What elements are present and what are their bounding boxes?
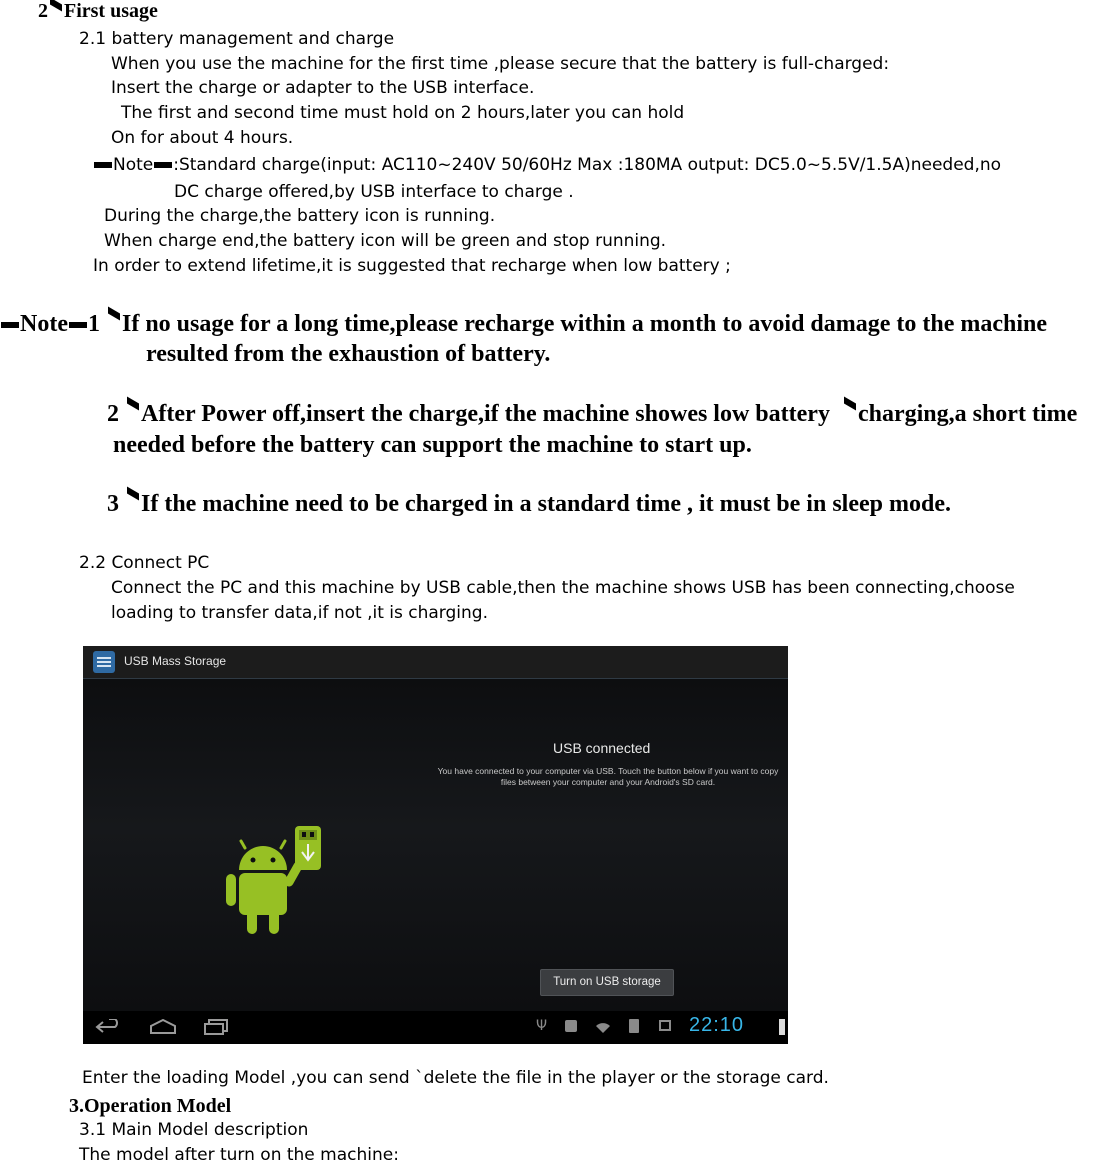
android-status-icon xyxy=(565,1020,577,1032)
tick-mark-icon xyxy=(108,307,120,321)
sub22-heading: 2.2 Connect PC xyxy=(79,553,210,573)
sd-card-icon xyxy=(629,1019,639,1033)
android-usb-icon xyxy=(223,824,328,944)
recent-apps-icon[interactable] xyxy=(203,1019,229,1035)
system-nav-bar xyxy=(83,1011,788,1044)
model-line: The model after turn on the machine: xyxy=(79,1145,399,1165)
note-number: 1 xyxy=(87,311,100,337)
section-title: First usage xyxy=(64,0,158,22)
usb-status-icon: Ψ xyxy=(536,1018,548,1034)
note-label: Note xyxy=(20,311,68,337)
note-1-text: If no usage for a long time,please recharge within a month to avoid damage to the machine xyxy=(121,311,1048,337)
sub21-line-2: Insert the charge or adapter to the USB interface. xyxy=(111,78,535,98)
sub22-line-2: loading to transfer data,if not ,it is charging. xyxy=(111,603,488,623)
bracket-left-icon xyxy=(1,322,19,328)
note-1 xyxy=(0,310,1047,338)
tick-mark-icon xyxy=(127,487,139,501)
screenshot-icon xyxy=(659,1020,671,1031)
note-label: Note xyxy=(113,155,154,175)
usb-connected-heading: USB connected xyxy=(553,740,651,756)
section-2-heading xyxy=(38,1,158,21)
bracket-right-icon xyxy=(154,162,172,168)
sub22-line-1: Connect the PC and this machine by USB cable,then the machine shows USB has been connecting,choose xyxy=(111,578,1015,598)
charge-line-1: During the charge,the battery icon is running. xyxy=(104,206,496,226)
home-icon[interactable] xyxy=(148,1019,178,1035)
tick-mark-icon xyxy=(127,397,139,411)
bracket-left-icon xyxy=(94,162,112,168)
sub21-note-cont: DC charge offered,by USB interface to charge . xyxy=(174,182,574,202)
usb-storage-screenshot xyxy=(83,646,788,1044)
bracket-right-icon xyxy=(69,322,87,328)
note-3-text: If the machine need to be charged in a standard time , it must be in sleep mode. xyxy=(141,491,951,517)
app-title: USB Mass Storage xyxy=(124,654,227,668)
clock: 22:10 xyxy=(689,1014,745,1036)
note-3 xyxy=(107,490,951,518)
note-number: 3 xyxy=(107,491,119,517)
section-number: 2 xyxy=(38,0,48,22)
note-1-cont: resulted from the exhaustion of battery. xyxy=(146,341,551,367)
sub21-heading: 2.1 battery management and charge xyxy=(79,29,395,49)
sub21-line-1: When you use the machine for the first time ,please secure that the battery is full-charged: xyxy=(111,54,890,74)
note-2-text-b: charging,a short time xyxy=(857,401,1078,427)
turn-on-usb-storage-button[interactable]: Turn on USB storage xyxy=(540,969,674,996)
wifi-icon xyxy=(595,1020,611,1036)
note-2-text: After Power off,insert the charge,if the machine showes low battery xyxy=(141,401,830,427)
note-number: 2 xyxy=(107,401,119,427)
sub21-note xyxy=(93,155,1001,175)
usb-description: You have connected to your computer via USB. Touch the button below if you want to copy files between your computer and your Android's SD card. xyxy=(437,766,779,787)
usb-body xyxy=(83,679,788,1011)
note-text: :Standard charge(input: AC110~240V 50/60Hz Max :180MA output: DC5.0~5.5V/1.5A)needed,no xyxy=(173,155,1002,175)
charge-line-2: When charge end,the battery icon will be green and stop running. xyxy=(104,231,667,251)
note-2 xyxy=(107,400,1077,428)
battery-icon xyxy=(779,1019,785,1035)
title-bar xyxy=(83,646,788,679)
sub31-heading: 3.1 Main Model description xyxy=(79,1120,309,1140)
back-icon[interactable] xyxy=(95,1019,123,1035)
tick-mark-icon xyxy=(50,0,62,11)
sub21-line-3: The first and second time must hold on 2 hours,later you can hold xyxy=(121,103,685,123)
charge-line-3: In order to extend lifetime,it is suggested that recharge when low battery ; xyxy=(93,256,731,276)
loading-line: Enter the loading Model ,you can send `delete the file in the player or the storage card. xyxy=(82,1068,829,1088)
sub21-line-4: On for about 4 hours. xyxy=(111,128,294,148)
tick-mark-icon xyxy=(844,397,856,411)
section-3-heading: 3.Operation Model xyxy=(69,1095,232,1117)
usb-settings-icon xyxy=(93,651,115,673)
note-2-cont: needed before the battery can support the machine to start up. xyxy=(113,432,752,458)
